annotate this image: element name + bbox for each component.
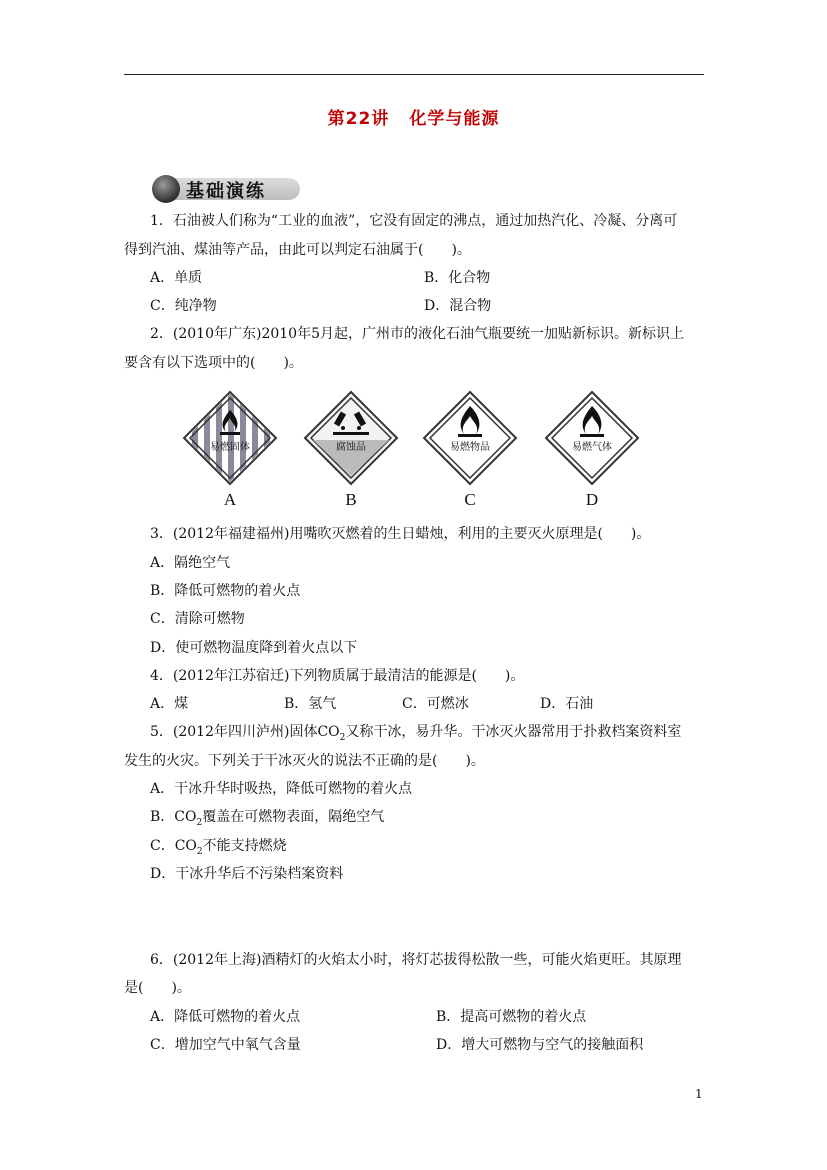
sign-d-letter: D (585, 490, 599, 509)
lecture-topic: 化学与能源 (409, 109, 500, 129)
sign-a-text: 易燃固体 (210, 442, 250, 453)
q6-option-a: A．降低可燃物的着火点 (150, 1009, 301, 1025)
q6-option-b: B．提高可燃物的着火点 (436, 1009, 587, 1025)
sign-b-text: 腐蚀品 (336, 442, 366, 453)
q1-option-a: A．单质 (150, 270, 203, 286)
q5-option-a: A．干冰升华时吸热，降低可燃物的着火点 (150, 781, 413, 797)
hazard-sign-a (182, 390, 278, 510)
q4-option-b: B．氢气 (284, 696, 337, 712)
q4-stem: 4．(2012年江苏宿迁)下列物质属于最清洁的能源是( )。 (150, 668, 525, 684)
hazard-sign-c (422, 390, 518, 510)
q1-option-d: D．混合物 (424, 298, 492, 314)
q5-option-b: B．$CO_2$覆盖在可燃物表面，隔绝空气 (150, 809, 385, 828)
q1-option-c: C．纯净物 (150, 298, 217, 314)
q6-option-d: D．增大可燃物与空气的接触面积 (436, 1037, 644, 1053)
header-rule (124, 74, 704, 75)
q2-stem-line2: 要含有以下选项中的( )。 (124, 355, 303, 371)
page-title (0, 104, 827, 129)
q4-option-d: D．石油 (540, 696, 594, 712)
q3-stem: 3．(2012年福建福州)用嘴吹灭燃着的生日蜡烛，利用的主要灭火原理是( )。 (150, 526, 651, 542)
q6-stem-line1: 6．(2012年上海)酒精灯的火焰太小时，将灯芯拔得松散一些，可能火焰更旺。其原理 (150, 952, 682, 968)
section-banner (152, 174, 304, 204)
q3-option-c: C．清除可燃物 (150, 611, 245, 627)
bullet-ball-icon (152, 175, 180, 203)
sign-a-letter: A (223, 490, 237, 509)
q2-stem-line1: 2．(2010年广东)2010年5月起，广州市的液化石油气瓶要统一加贴新标识。新标识上 (150, 326, 684, 342)
q1-stem-line1: 1．石油被人们称为“工业的血液”，它没有固定的沸点，通过加热汽化、冷凝、分离可 (150, 213, 678, 229)
q3-option-a: A．隔绝空气 (150, 555, 231, 571)
page-number: 1 (695, 1087, 703, 1101)
hazard-sign-b (303, 390, 399, 510)
q6-option-c: C．增加空气中氧气含量 (150, 1037, 301, 1053)
q5-option-c: C．$CO_2$不能支持燃烧 (150, 838, 287, 857)
q3-option-b: B．降低可燃物的着火点 (150, 583, 301, 599)
hazard-sign-d (544, 390, 640, 510)
sign-d-text: 易燃气体 (572, 442, 612, 453)
q3-option-d: D．使可燃物温度降到着火点以下 (150, 640, 358, 656)
sign-c-letter: C (464, 490, 476, 509)
lecture-number: 第22讲 (327, 109, 390, 129)
sign-c-text: 易燃物品 (450, 442, 490, 453)
q4-option-a: A．煤 (150, 696, 189, 712)
q4-option-c: C．可燃冰 (402, 696, 469, 712)
q5-stem-line1: 5．(2012年四川泸州)固体$CO_2$又称干冰，易升华。干冰灭火器常用于扑救档案资料室 (150, 724, 682, 743)
section-label: 基础演练 (186, 181, 266, 202)
q1-stem-line2: 得到汽油、煤油等产品，由此可以判定石油属于( )。 (124, 242, 471, 258)
q5-option-d: D．干冰升华后不污染档案资料 (150, 866, 344, 882)
q1-option-b: B．化合物 (424, 270, 491, 286)
q6-stem-line2: 是( )。 (124, 980, 191, 996)
hazard-signs (182, 390, 642, 520)
q5-stem-line2: 发生的火灾。下列关于干冰灭火的说法不正确的是( )。 (124, 753, 485, 769)
sign-b-letter: B (345, 490, 357, 509)
